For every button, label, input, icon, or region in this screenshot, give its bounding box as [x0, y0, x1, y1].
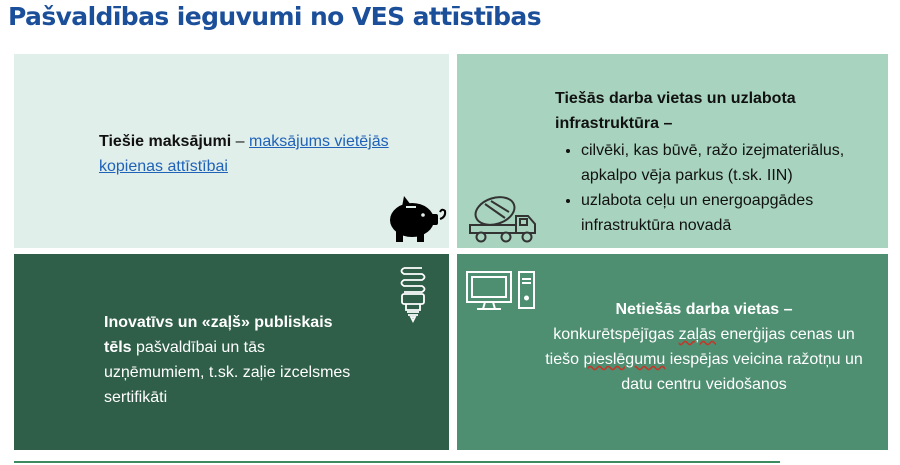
dash: –: [659, 115, 673, 132]
direct-payments-heading: Tiešie maksājumi: [99, 133, 232, 150]
dash: –: [231, 133, 250, 150]
list-item: • uzlabota ceļu un energoapgādes infrastruktūra novadā: [581, 188, 885, 238]
desktop-computer-icon: [465, 270, 541, 312]
direct-jobs-text: [555, 86, 885, 238]
indirect-jobs-heading: Netiešās darba vietas –: [615, 301, 793, 318]
green-image-heading: Inovatīvs un «zaļš» publiskais tēls: [104, 314, 333, 356]
direct-jobs-panel: [457, 54, 888, 248]
community-payment-link[interactable]: maksājums vietējās kopienas attīstībai: [99, 133, 389, 175]
direct-payments-panel: [14, 54, 449, 248]
direct-jobs-list: [555, 138, 885, 238]
cement-truck-icon: [467, 190, 539, 244]
indirect-text-pre: konkurētspējīgas: [553, 326, 679, 343]
indirect-jobs-panel: [457, 254, 888, 450]
green-image-rest: pašvaldībai un tās uzņēmumiem, t.sk. zaļie izcelsmes sertifikāti: [104, 339, 351, 406]
direct-jobs-heading: Tiešās darba vietas un uzlabota infrastruktūra: [555, 90, 796, 132]
bottom-divider: [14, 461, 780, 463]
spelling-mark-connection: pieslēgumu: [583, 351, 666, 368]
green-image-text: [104, 310, 364, 410]
page-title: Pašvaldības ieguvumi no VES attīstības: [8, 2, 541, 31]
direct-payments-text: [99, 129, 399, 179]
indirect-text-mid: enerģijas cenas un tiešo: [545, 326, 855, 368]
list-item: • cilvēki, kas būvē, ražo izejmateriālus, apkalpo vēja parkus (t.sk. IIN): [581, 138, 885, 188]
indirect-text-post: iespējas veicina ražotņu un datu centru veidošanos: [621, 351, 863, 393]
spelling-mark-green: zaļās: [678, 326, 716, 343]
light-bulb-icon: [396, 262, 430, 324]
piggy-bank-icon: [384, 193, 448, 245]
green-image-panel: [14, 254, 449, 450]
indirect-jobs-text: [539, 297, 869, 397]
